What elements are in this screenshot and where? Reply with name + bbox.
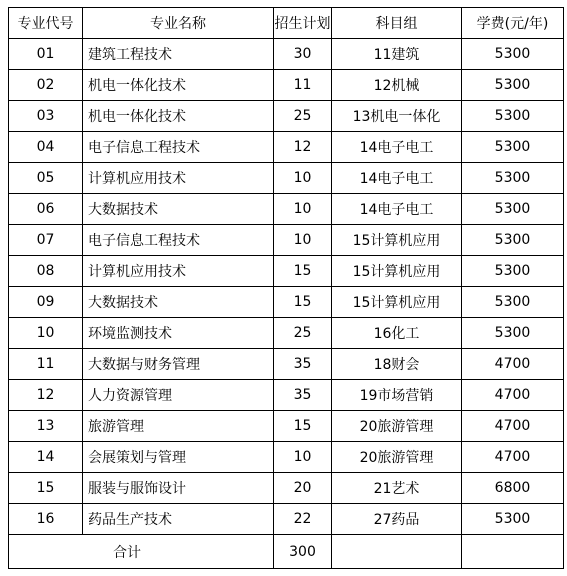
tuition-cell: 5300 bbox=[462, 225, 564, 256]
major-name-cell: 机电一体化技术 bbox=[83, 70, 274, 101]
tuition-cell: 5300 bbox=[462, 132, 564, 163]
tuition-cell: 5300 bbox=[462, 101, 564, 132]
enrollment-plan-cell: 15 bbox=[274, 256, 332, 287]
table-row bbox=[9, 194, 564, 225]
subject-group-cell: 13机电一体化 bbox=[332, 101, 462, 132]
table-row bbox=[9, 349, 564, 380]
table-header-row bbox=[9, 8, 564, 39]
total-value: 300 bbox=[274, 535, 332, 569]
subject-group-cell: 14电子电工 bbox=[332, 163, 462, 194]
table-row bbox=[9, 39, 564, 70]
major-code-cell: 05 bbox=[9, 163, 83, 194]
table-row bbox=[9, 287, 564, 318]
major-name-cell: 环境监测技术 bbox=[83, 318, 274, 349]
major-code-cell: 07 bbox=[9, 225, 83, 256]
major-name-cell: 大数据技术 bbox=[83, 287, 274, 318]
total-label: 合计 bbox=[9, 535, 274, 569]
major-code-cell: 03 bbox=[9, 101, 83, 132]
table-row bbox=[9, 318, 564, 349]
table-row bbox=[9, 101, 564, 132]
major-code-cell: 02 bbox=[9, 70, 83, 101]
enrollment-plan-cell: 12 bbox=[274, 132, 332, 163]
tuition-cell: 4700 bbox=[462, 411, 564, 442]
enrollment-plan-cell: 10 bbox=[274, 225, 332, 256]
tuition-cell: 6800 bbox=[462, 473, 564, 504]
tuition-cell: 5300 bbox=[462, 39, 564, 70]
header-enrollment-plan: 招生计划 bbox=[274, 8, 332, 39]
major-code-cell: 04 bbox=[9, 132, 83, 163]
enrollment-table-wrapper bbox=[8, 7, 564, 569]
tuition-cell: 4700 bbox=[462, 380, 564, 411]
tuition-cell: 4700 bbox=[462, 349, 564, 380]
table-row bbox=[9, 442, 564, 473]
subject-group-cell: 19市场营销 bbox=[332, 380, 462, 411]
tuition-cell: 4700 bbox=[462, 442, 564, 473]
major-code-cell: 09 bbox=[9, 287, 83, 318]
major-name-cell: 会展策划与管理 bbox=[83, 442, 274, 473]
table-body bbox=[9, 8, 564, 569]
table-row bbox=[9, 504, 564, 535]
header-major-name: 专业名称 bbox=[83, 8, 274, 39]
major-name-cell: 药品生产技术 bbox=[83, 504, 274, 535]
major-name-cell: 电子信息工程技术 bbox=[83, 132, 274, 163]
tuition-cell: 5300 bbox=[462, 318, 564, 349]
major-name-cell: 计算机应用技术 bbox=[83, 256, 274, 287]
enrollment-plan-cell: 30 bbox=[274, 39, 332, 70]
enrollment-plan-cell: 11 bbox=[274, 70, 332, 101]
header-major-code: 专业代号 bbox=[9, 8, 83, 39]
subject-group-cell: 15计算机应用 bbox=[332, 287, 462, 318]
subject-group-cell: 18财会 bbox=[332, 349, 462, 380]
table-row bbox=[9, 411, 564, 442]
table-row bbox=[9, 256, 564, 287]
tuition-cell: 5300 bbox=[462, 163, 564, 194]
subject-group-cell: 16化工 bbox=[332, 318, 462, 349]
subject-group-cell: 14电子电工 bbox=[332, 132, 462, 163]
major-name-cell: 建筑工程技术 bbox=[83, 39, 274, 70]
enrollment-plan-cell: 10 bbox=[274, 163, 332, 194]
table-total-row bbox=[9, 535, 564, 569]
major-name-cell: 旅游管理 bbox=[83, 411, 274, 442]
major-code-cell: 11 bbox=[9, 349, 83, 380]
enrollment-plan-cell: 25 bbox=[274, 318, 332, 349]
table-row bbox=[9, 380, 564, 411]
subject-group-cell: 14电子电工 bbox=[332, 194, 462, 225]
enrollment-plan-cell: 25 bbox=[274, 101, 332, 132]
enrollment-plan-table bbox=[8, 7, 564, 569]
major-name-cell: 大数据与财务管理 bbox=[83, 349, 274, 380]
enrollment-plan-cell: 15 bbox=[274, 287, 332, 318]
major-code-cell: 08 bbox=[9, 256, 83, 287]
subject-group-cell: 12机械 bbox=[332, 70, 462, 101]
subject-group-cell: 21艺术 bbox=[332, 473, 462, 504]
enrollment-plan-cell: 35 bbox=[274, 349, 332, 380]
major-name-cell: 计算机应用技术 bbox=[83, 163, 274, 194]
table-row bbox=[9, 132, 564, 163]
major-code-cell: 01 bbox=[9, 39, 83, 70]
major-name-cell: 机电一体化技术 bbox=[83, 101, 274, 132]
header-subject-group: 科目组 bbox=[332, 8, 462, 39]
subject-group-cell: 20旅游管理 bbox=[332, 411, 462, 442]
major-name-cell: 电子信息工程技术 bbox=[83, 225, 274, 256]
total-tuition-empty bbox=[462, 535, 564, 569]
subject-group-cell: 11建筑 bbox=[332, 39, 462, 70]
tuition-cell: 5300 bbox=[462, 194, 564, 225]
major-name-cell: 大数据技术 bbox=[83, 194, 274, 225]
enrollment-plan-cell: 35 bbox=[274, 380, 332, 411]
tuition-cell: 5300 bbox=[462, 287, 564, 318]
table-row bbox=[9, 225, 564, 256]
total-subject-group-empty bbox=[332, 535, 462, 569]
subject-group-cell: 15计算机应用 bbox=[332, 256, 462, 287]
major-name-cell: 人力资源管理 bbox=[83, 380, 274, 411]
enrollment-plan-cell: 10 bbox=[274, 442, 332, 473]
tuition-cell: 5300 bbox=[462, 504, 564, 535]
table-row bbox=[9, 473, 564, 504]
enrollment-plan-cell: 15 bbox=[274, 411, 332, 442]
major-code-cell: 13 bbox=[9, 411, 83, 442]
major-name-cell: 服装与服饰设计 bbox=[83, 473, 274, 504]
subject-group-cell: 20旅游管理 bbox=[332, 442, 462, 473]
subject-group-cell: 27药品 bbox=[332, 504, 462, 535]
tuition-cell: 5300 bbox=[462, 70, 564, 101]
tuition-cell: 5300 bbox=[462, 256, 564, 287]
major-code-cell: 12 bbox=[9, 380, 83, 411]
table-row bbox=[9, 70, 564, 101]
major-code-cell: 06 bbox=[9, 194, 83, 225]
enrollment-plan-cell: 10 bbox=[274, 194, 332, 225]
major-code-cell: 14 bbox=[9, 442, 83, 473]
major-code-cell: 10 bbox=[9, 318, 83, 349]
major-code-cell: 15 bbox=[9, 473, 83, 504]
header-tuition: 学费(元/年) bbox=[462, 8, 564, 39]
enrollment-plan-cell: 20 bbox=[274, 473, 332, 504]
table-row bbox=[9, 163, 564, 194]
major-code-cell: 16 bbox=[9, 504, 83, 535]
subject-group-cell: 15计算机应用 bbox=[332, 225, 462, 256]
enrollment-plan-cell: 22 bbox=[274, 504, 332, 535]
